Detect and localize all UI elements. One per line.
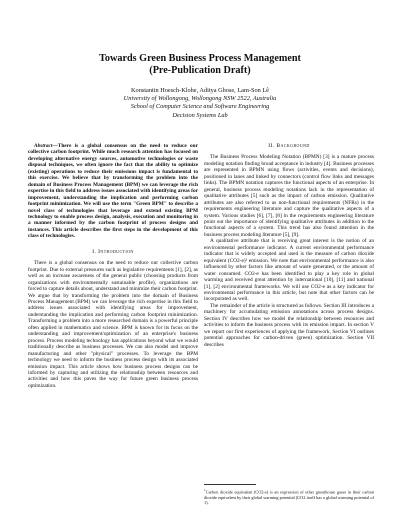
right-column <box>204 143 374 348</box>
introduction-paragraph: There is a global consensus on the need to reduce our collective carbon footprint. Due to external pressures such as legislative requirements [1], [2], as well as an increase awareness of the general public (choosing products from organizations with environmentally sustainable profile), organizations are forced to capture details about, understand and minimize their carbon footprint. We argue that by transforming the problem into the domain of Business Process Management (BPM) we can leverage the rich expertise in this field to address issues associated with identifying areas for improvement, understanding the implication and performing carbon footprint minimization. Transforming a problem into a more researched domain is a powerful principle often applied in mathematics and science. BPM is known for its focus on the understanding and improvement/optimization of an enterprise's business process. Process modeling technology has applications beyond what we would traditionally describe as business processes. We can also model and improve manufacturing and other "physical" processes. To leverage the BPM technology we need to inform the business process design with its associated emission impact. This article shows how business process designs can be informed by capturing and utilizing the relationship between resources and activities and how this paves the way for future green business process optimization. <box>28 260 198 389</box>
footnote-rule <box>204 484 256 485</box>
author-names: Konstantin Hoesch-Klohe, Aditya Ghose, Lam-Son Lê <box>131 87 269 94</box>
abstract <box>28 143 198 240</box>
background-paragraph-1: The Business Process Modeling Notation (BPMN) [3] is a mature process modeling notation finding broad acceptance in industry [4]. Business processes are represented in BPMN using flows (activities, events and decisions), positioned in lanes and linked by connectors (control flow links and messages links). The BPMN notation captures the functional aspects of an enterprise. In general, business process modeling notations lack in the representation of qualitative attributes [5] such as the impact of carbon emission. Qualitative attributes are also referred to as non-functional requirements (NFRs) in the requirements engineering literature and capture the qualitative aspects of a system. Various studies [6], [7], [8] in the requirements engineering literature point out the importance of identifying qualitative attributes in addition to the functional aspects of a system. This trend has also found attention in the business process modeling literature [5], [9]. <box>204 154 374 238</box>
abstract-lead: Abstract <box>34 143 53 149</box>
footnote <box>204 488 374 505</box>
title-line-2: (Pre-Publication Draft) <box>149 65 251 76</box>
left-column <box>28 143 198 389</box>
title-line-1: Towards Green Business Process Management <box>99 53 301 64</box>
author-block <box>20 87 380 120</box>
affiliation-school: School of Computer Science and Software Engineering <box>130 103 270 111</box>
affiliation-lab: Decision Systems Lab <box>172 111 228 119</box>
footnote-text: Carbon dioxide equivalent (CO2-e) is an expression of other greenhouse gases in their carbon dioxide equivalent by their global warming potential (CO2 itself has a global warming potential of 1). <box>204 489 374 506</box>
abstract-text: —There is a global consensus on the need to reduce our collective carbon footprint. While much research attention has focused on developing alternative energy sources, automotive technologies or waste disposal techniques, we often ignore the fact that the ability to optimize (existing) operations to reduce their emissions impact is fundamental to this exercise. We believe that by transforming the problem into the domain of Business Process Management (BPM) we can leverage the rich expertise in this field to address issues associated with identifying areas for improvement, understanding the implication and performing carbon footprint minimization. We will use the term "Green BPM" to describe a novel class of technologies that leverage and extend existing BPM technology to enable process design, analysis, execution and monitoring in a manner informed by the carbon footprint of process designs and instances. This article describes the first steps in the development of this class of technologies. <box>28 143 198 240</box>
section-heading-background: II. Background <box>268 143 310 149</box>
affiliation-university: University of Wollongong, Wollongong NSW 2522, Australia <box>123 95 277 103</box>
paper-title <box>20 53 380 77</box>
footnote-mark: 1 <box>204 488 206 492</box>
background-paragraph-2: A qualitative attribute that is receiving great interest is the notion of an environmental performance indicator. A current environmental performance indicator that is widely accepted and used is the measure of carbon dioxide equivalent (CO2-e)¹ emission. We note that environmental performance is also influenced by other factors like amount of waste generated, or the amount of water consumed. CO2-e has been identified to play a key role in global warming and received great attention by international [10], [11] and national [1], [2] environmental frameworks. We will use CO2-e as a key indicator for environmental performance in this article, but note that other factors can be incorporated as well. <box>204 238 374 303</box>
section-heading-introduction: I. Introduction <box>92 248 134 255</box>
background-paragraph-3: The remainder of the article is structured as follows. Section III introduces a machinery for accumulating emission annotations across process designs. Section IV describes how we model the relationship between resources and activities to inform the business process with its emission impact. In section V we report our first experiences of applying the framework, Section VI outlines potential approaches for carbon-driven (green) optimization. Section VII describes <box>204 302 374 348</box>
